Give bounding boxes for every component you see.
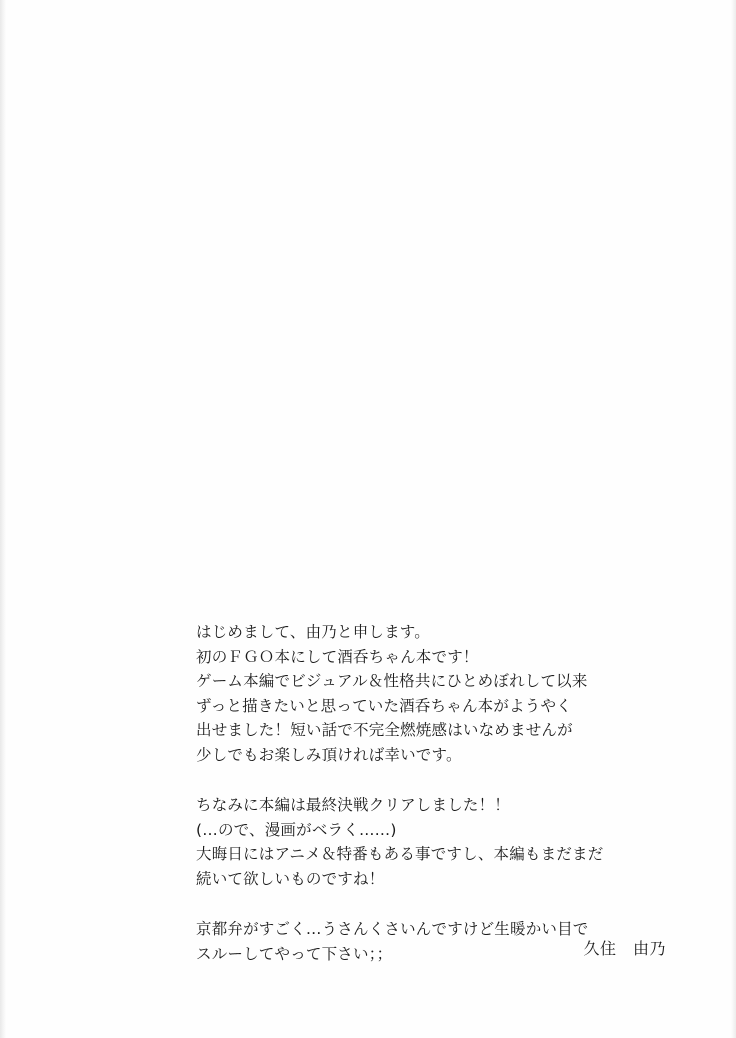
afterword-line: ちなみに本編は最終決戦クリアしました！！: [196, 796, 511, 814]
afterword-line: 少しでもお楽しみ頂ければ幸いです。: [196, 745, 462, 764]
afterword-line: 続いて欲しいものですね！: [196, 869, 385, 888]
afterword-line: はじめまして、由乃と申します。: [196, 623, 430, 641]
afterword-line: スルーしてやって下さい；；: [196, 944, 393, 963]
afterword-line: 京都弁がすごく…うさんくさいんですけど生暖かい目で: [196, 920, 589, 938]
afterword-paragraph-2: [196, 793, 666, 891]
afterword-line: 出せました！短い話で不完全燃焼感はいなめませんが: [196, 721, 573, 739]
author-signature: 久住 由乃: [583, 939, 666, 958]
afterword-line: 初のＦＧＯ本にして酒呑ちゃん本です！: [196, 647, 479, 666]
afterword-line: ずっと描きたいと思っていた酒呑ちゃん本がようやく: [196, 696, 572, 715]
afterword-text-block: [196, 620, 666, 966]
afterword-paragraph-1: [196, 620, 666, 767]
afterword-line: 大晦日にはアニメ＆特番もある事ですし、本編もまだまだ: [196, 845, 604, 863]
afterword-line: ゲーム本編でビジュアル＆性格共にひとめぼれして以来: [196, 672, 588, 690]
afterword-line: (…ので、漫画がベラく……): [196, 820, 397, 839]
